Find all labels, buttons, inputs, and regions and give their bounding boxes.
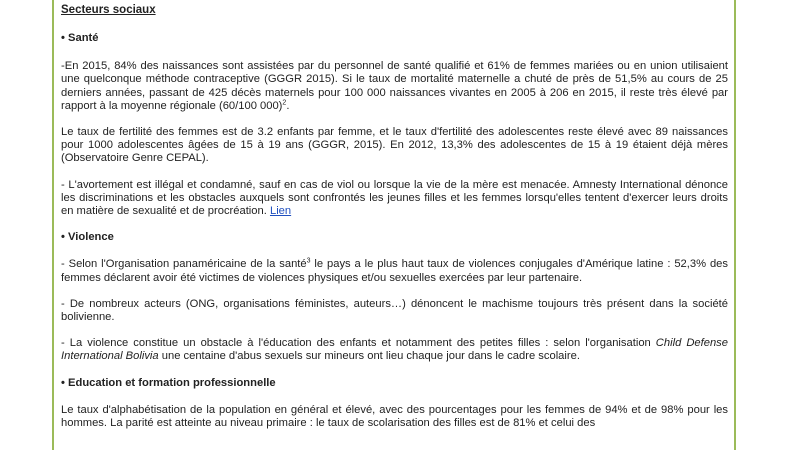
paragraph-education-1: Le taux d'alphabétisation de la population en général et élevé, avec des pourcentages pour les femmes de 94% et de 98% pour les hommes. La parité est atteinte au niveau primaire : le taux de scolarisation des filles est de 81% et celui des: [61, 403, 728, 430]
organization-name: Child Defense International Bolivia: [61, 337, 728, 363]
paragraph-violence-3: [61, 337, 728, 363]
document-body: [61, 4, 728, 430]
footnote-ref: 2: [282, 99, 287, 107]
paragraph-sante-2: Le taux de fertilité des femmes est de 3.2 enfants par femme, et le taux d'fertilité des adolescentes reste élevé avec 89 naissances pour 1000 adolescentes âgées de 15 à 19 ans (GGGR, 2015). En 2012, 13,3% des adolescentes de 15 à 19 étaient déjà mères (Observatoire Genre CEPAL).: [61, 126, 728, 165]
paragraph-text: - Selon l'Organisation panaméricaine de la santé: [61, 258, 307, 271]
source-link[interactable]: Lien: [269, 205, 292, 218]
paragraph-violence-2: - De nombreux acteurs (ONG, organisations féministes, auteurs…) dénoncent le machisme toujours très présent dans la société bolivienne.: [61, 297, 728, 324]
paragraph-sante-1: [61, 60, 728, 113]
subheading-violence: • Violence: [61, 231, 114, 244]
paragraph-text: le pays a le plus haut taux de violences conjugales d'Amérique latine : 52,3% des femmes déclarent avoir été victimes de violences physiques et/ou sexuelles exercées par leur partenaire.: [61, 258, 728, 284]
subheading-sante: • Santé: [61, 32, 99, 44]
paragraph-sante-3: [61, 179, 728, 219]
paragraph-text: - L'avortement est illégal et condamné, sauf en cas de viol ou lorsque la vie de la mère est menacée. Amnesty International dénonce les discriminations et les obstacles auxquels sont confrontés les jeunes filles et les femmes lorsqu'elles tentent d'exercer leurs droits en matière de sexualité et de procréation.: [61, 178, 728, 218]
footnote-ref: 3: [306, 257, 311, 265]
paragraph-text: - La violence constitue un obstacle à l'éducation des enfants et notamment des petites filles : selon l'organisation: [61, 337, 656, 350]
subheading-education: • Education et formation professionnelle: [61, 376, 276, 389]
section-heading: Secteurs sociaux: [61, 4, 156, 16]
paragraph-text: une centaine d'abus sexuels sur mineurs ont lieu chaque jour dans le cadre scolaire.: [158, 350, 580, 363]
paragraph-text: -En 2015, 84% des naissances sont assistées par du personnel de santé qualifié et 61% de femmes mariées ou en union utilisaient une quelconque méthode contraceptive (GGGR 2015). Si le taux de mortalité maternelle a chuté de près de 51,5% au cours de 25 derniers années, passant de 425 décès maternels pour 100 000 naissances vivantes en 2005 à 206 en 2015, il reste très élevé par rapport à la moyenne régionale (60/100 000): [61, 60, 728, 112]
paragraph-violence-1: [61, 258, 728, 284]
paragraph-end: .: [286, 99, 290, 112]
